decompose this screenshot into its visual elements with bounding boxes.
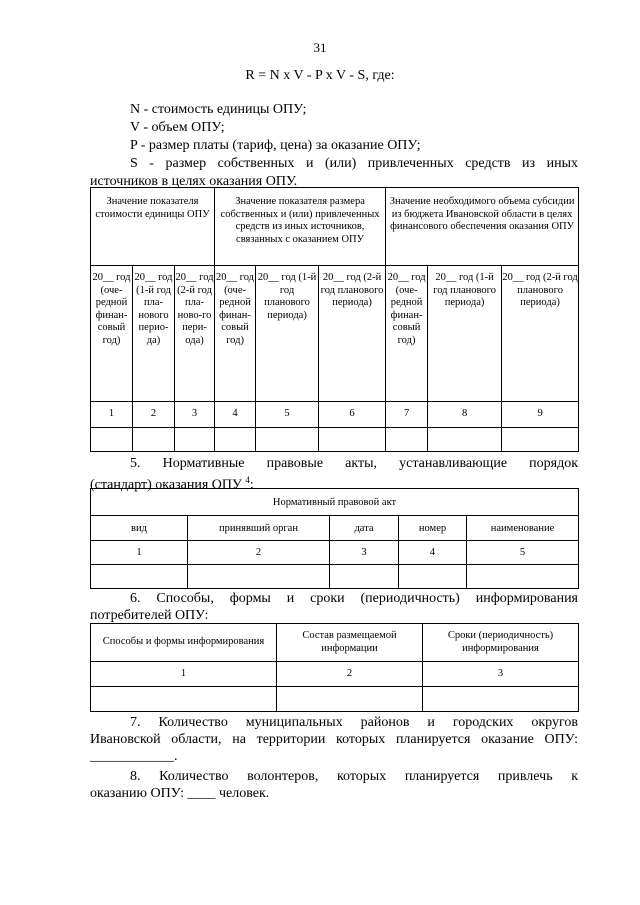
empty-cell (277, 687, 423, 712)
year-col-2: 20__ год (1-й год пла-нового перио-да) (133, 266, 175, 402)
section-6-line2: потребителей ОПУ: (90, 608, 209, 623)
col-number: 2 (277, 662, 423, 687)
section-7-line3: ____________. (90, 749, 178, 764)
col-number: 9 (502, 402, 579, 428)
definition-v: V - объем ОПУ; (130, 120, 225, 135)
section-8 (90, 768, 578, 802)
column-authority: принявший орган (188, 516, 330, 541)
informing-table (90, 623, 579, 712)
empty-cell (502, 428, 579, 452)
section-6 (90, 590, 578, 624)
section-5-line1: 5. Нормативные правовые акты, устанавливающие порядок (130, 456, 578, 471)
empty-cell (386, 428, 428, 452)
empty-cell (91, 687, 277, 712)
definition-s-line1: S - размер собственных и (или) привлеченных средств из иных (130, 156, 578, 171)
empty-cell (428, 428, 502, 452)
definition-n: N - стоимость единицы ОПУ; (130, 102, 307, 117)
group-header-own-funds: Значение показателя размера собственных и (или) привлеченных средств из иных источников, связанных с оказанием ОПУ (215, 188, 386, 266)
year-col-6: 20__ год (2-й год планового периода) (319, 266, 386, 402)
group-header-subsidy: Значение необходимого объема субсидии из бюджета Ивановской области в целях финансового обеспечения оказания ОПУ (386, 188, 579, 266)
year-col-7: 20__ год (оче-редной финан-совый год) (386, 266, 428, 402)
column-periodicity: Сроки (периодичность) информирования (423, 624, 579, 662)
col-number: 2 (188, 541, 330, 565)
column-name: наименование (467, 516, 579, 541)
empty-cell (91, 565, 188, 589)
column-type: вид (91, 516, 188, 541)
footnote-mark: 4 (245, 475, 250, 485)
col-number: 5 (256, 402, 319, 428)
formula: R = N x V - P x V - S, где: (245, 68, 395, 83)
section-8-line2: оказанию ОПУ: ____ человек. (90, 786, 270, 801)
col-number: 3 (330, 541, 399, 565)
col-number: 3 (175, 402, 215, 428)
empty-cell (256, 428, 319, 452)
legal-acts-table (90, 488, 579, 589)
page-number: 31 (313, 40, 327, 55)
empty-cell (133, 428, 175, 452)
legal-act-header: Нормативный правовой акт (91, 489, 579, 516)
column-methods: Способы и формы информирования (91, 624, 277, 662)
col-number: 3 (423, 662, 579, 687)
definition-p: P - размер платы (тариф, цена) за оказание ОПУ; (130, 138, 421, 153)
empty-cell (319, 428, 386, 452)
section-5-tail: : (249, 477, 254, 493)
col-number: 7 (386, 402, 428, 428)
year-col-1: 20__ год (оче-редной финан-совый год) (91, 266, 133, 402)
column-content: Состав размещаемой информации (277, 624, 423, 662)
col-number: 2 (133, 402, 175, 428)
indicators-table (90, 187, 579, 452)
section-7-line1: 7. Количество муниципальных районов и городских округов (130, 715, 578, 730)
col-number: 1 (91, 541, 188, 565)
empty-cell (399, 565, 467, 589)
empty-cell (175, 428, 215, 452)
section-5-text: (стандарт) оказания ОПУ (90, 477, 242, 493)
col-number: 1 (91, 402, 133, 428)
col-number: 4 (215, 402, 256, 428)
definitions (90, 101, 578, 191)
col-number: 5 (467, 541, 579, 565)
year-col-9: 20__ год (2-й год планового периода) (502, 266, 579, 402)
empty-cell (330, 565, 399, 589)
year-col-5: 20__ год (1-й год планового периода) (256, 266, 319, 402)
empty-cell (188, 565, 330, 589)
empty-cell (215, 428, 256, 452)
year-col-4: 20__ год (оче-редной финан-совый год) (215, 266, 256, 402)
empty-cell (467, 565, 579, 589)
column-number: номер (399, 516, 467, 541)
col-number: 6 (319, 402, 386, 428)
year-col-8: 20__ год (1-й год планового периода) (428, 266, 502, 402)
group-header-cost: Значение показателя стоимости единицы ОПУ (91, 188, 215, 266)
col-number: 1 (91, 662, 277, 687)
definition-s-line2: источников в целях оказания ОПУ. (90, 174, 298, 189)
col-number: 8 (428, 402, 502, 428)
empty-cell (91, 428, 133, 452)
empty-cell (423, 687, 579, 712)
year-col-3: 20__ год (2-й год пла-ново-го пери-ода) (175, 266, 215, 402)
section-7-line2: Ивановской области, на территории которых планируется оказание ОПУ: (90, 732, 578, 747)
col-number: 4 (399, 541, 467, 565)
section-7 (90, 714, 578, 765)
section-6-line1: 6. Способы, формы и сроки (периодичность) информирования (130, 591, 578, 606)
column-date: дата (330, 516, 399, 541)
section-8-line1: 8. Количество волонтеров, которых планируется привлечь к (130, 769, 578, 784)
